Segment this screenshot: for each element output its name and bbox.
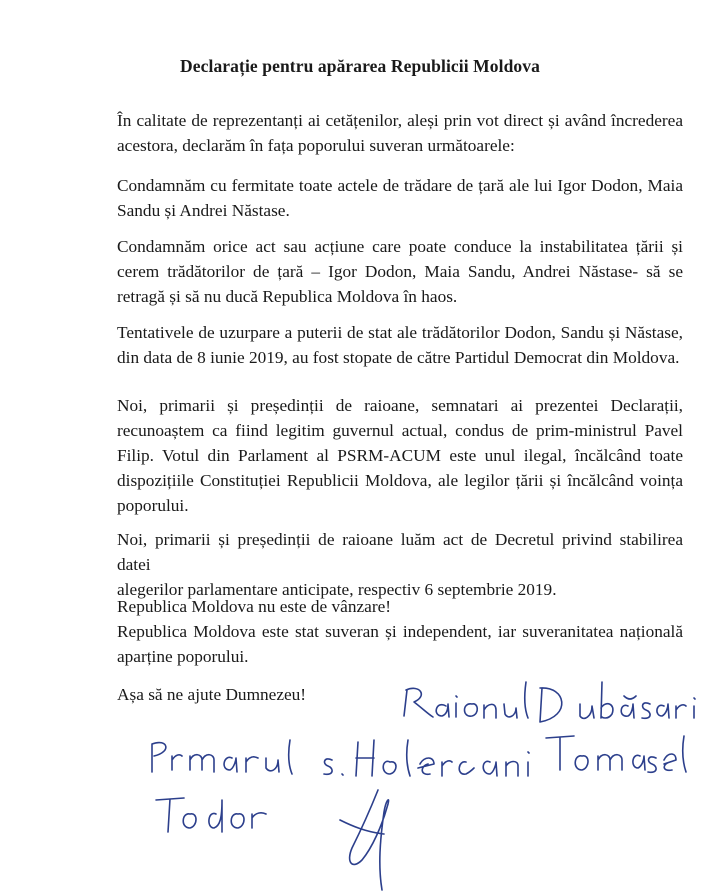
paragraph-line: În calitate de reprezentanți ai cetățenilor, aleși prin vot direct și având încrederea (117, 111, 683, 130)
paragraph-line: Condamnăm cu fermitate toate actele de trădare de țară ale lui Igor Dodon, Maia (117, 176, 683, 195)
paragraph-line: acestora, declarăm în fața poporului suveran următoarele: (117, 136, 515, 155)
paragraph-line: retragă și să nu ducă Republica Moldova în haos. (117, 287, 458, 306)
paragraph-line: Noi, primarii și președinții de raioane, semnatari ai prezentei Declarații, (117, 396, 683, 415)
paragraph-line: din data de 8 iunie 2019, au fost stopate de către Partidul Democrat din Moldova. (117, 348, 680, 367)
paragraph-line: Republica Moldova nu este de vânzare! (117, 597, 391, 616)
paragraph-line: cerem trădătorilor de țară – Igor Dodon, Maia Sandu, Andrei Năstase- să se (117, 262, 683, 281)
paragraph-line: dispozițiile Constituției Republicii Moldova, ale legilor țării și încălcând voința (117, 471, 683, 490)
paragraph-line: Republica Moldova este stat suveran și independent, iar suveranitatea națională (117, 622, 683, 641)
paragraph-line: Filip. Votul din Parlament al PSRM-ACUM este unul ilegal, încălcând toate (117, 446, 683, 465)
paragraph-line: Sandu și Andrei Năstase. (117, 201, 290, 220)
paragraph-line: poporului. (117, 496, 189, 515)
paragraph-line: Tentativele de uzurpare a puterii de stat ale trădătorilor Dodon, Sandu și Năstase, (117, 323, 683, 342)
paragraph-line: alegerilor parlamentare anticipate, respectiv 6 septembrie 2019. (117, 580, 557, 599)
closing-line: Așa să ne ajute Dumnezeu! (117, 685, 307, 704)
document-title: Declarație pentru apărarea Republicii Moldova (180, 56, 540, 76)
paragraph-line: aparține poporului. (117, 647, 249, 666)
paragraph-line: recunoaștem ca fiind legitim guvernul actual, condus de prim-ministrul Pavel (117, 421, 683, 440)
paragraph-line: Noi, primarii și președinții de raioane luăm act de Decretul privind stabilirea datei (117, 530, 683, 574)
paragraph-line: Condamnăm orice act sau acțiune care poate conduce la instabilitatea țării și (117, 237, 683, 256)
